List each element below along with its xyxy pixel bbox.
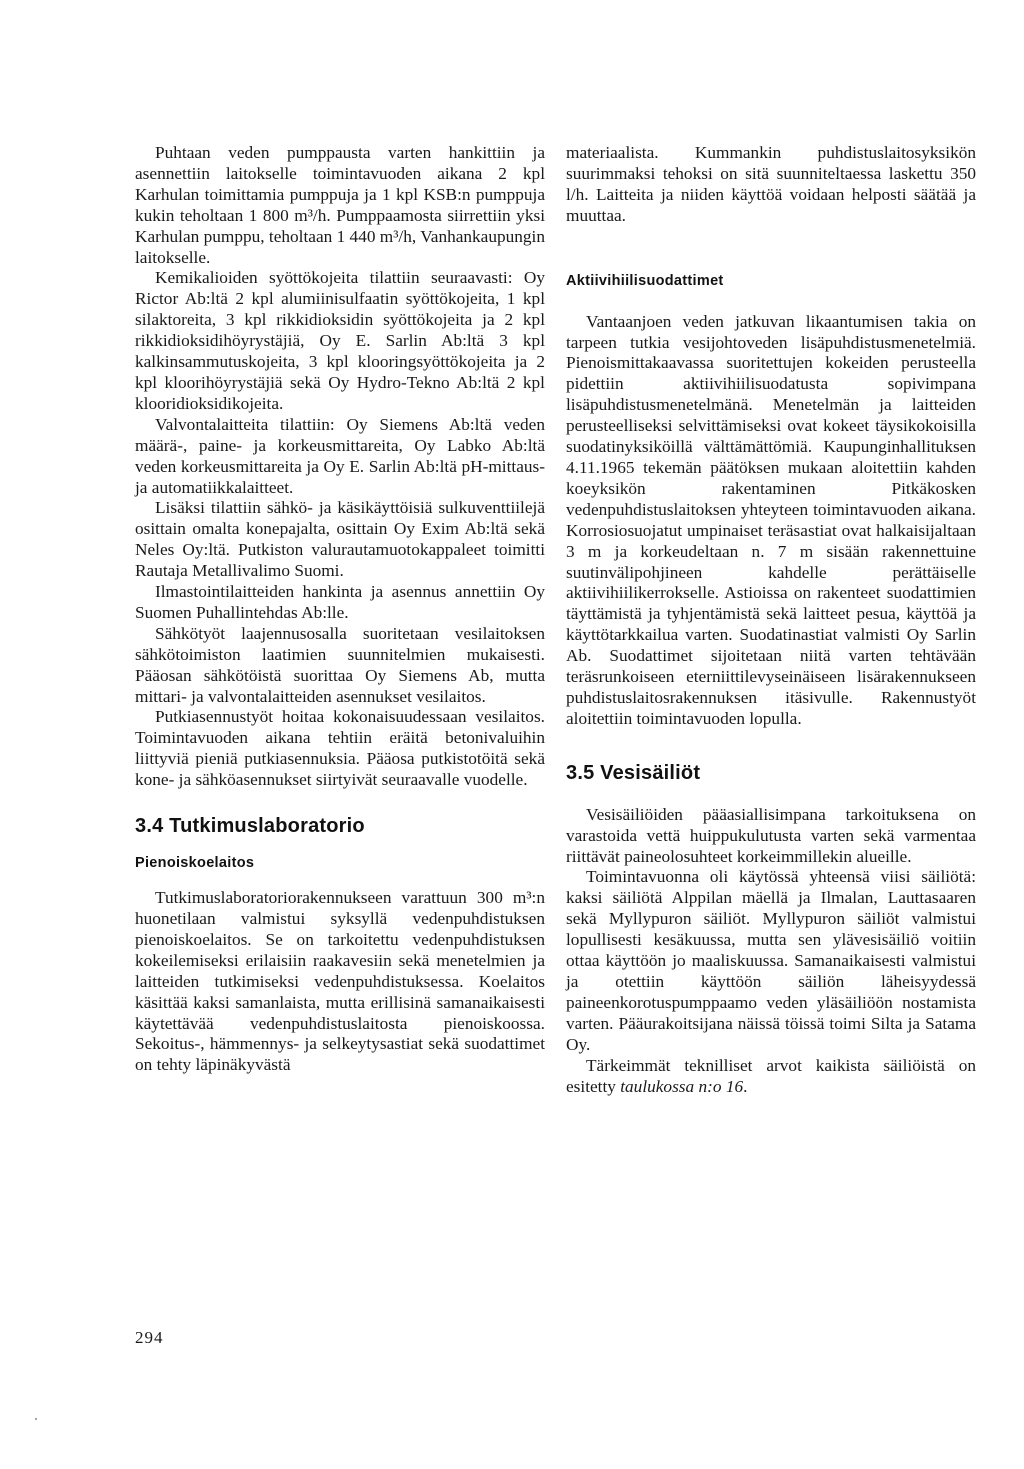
- section-heading-reservoirs: 3.5 Vesisäiliöt: [566, 761, 701, 784]
- scan-speck: [35, 1418, 37, 1420]
- technical-values-text: Tärkeimmät teknilliset arvot kaikista säiliöistä on esitetty: [566, 1055, 976, 1096]
- subheading-activated-carbon-filters: Aktiivihiilisuodattimet: [566, 272, 724, 289]
- subheading-pilot-plant: Pienoiskoelaitos: [135, 855, 255, 872]
- right-column: [566, 143, 976, 1097]
- paragraph-piping-work: Putkiasennustyöt hoitaa kokonaisuudessaan vesilaitos. Toimintavuoden aikana tehtiin eräitä betonivaluihin liittyviä pieniä putkiasennuksia. Pääosa putkistotöitä sekä kone- ja sähköasennukset siirtyivät seuraavalle vuodelle.: [135, 707, 545, 790]
- table-reference: taulukossa n:o 16: [620, 1076, 744, 1096]
- paragraph-pilot-plant: Tutkimuslaboratoriorakennukseen varattuun 300 m³:n huonetilaan valmistui syksyllä vedenpuhdistuksen pienoiskoelaitos. Se on tarkoitettu vedenpuhdistuksen kokeilemiseksi erilaisiin raakavesiin sekä menetelmien ja laitteiden tutkimiseksi vedenpuhdistuksessa. Koelaitos käsittää kaksi samanlaista, mutta erillisinä samanaikaisesti käytettävää vedenpuhdistuslaitosta pienoiskoossa. Sekoitus-, hämmennys- ja selkeytysastiat sekä suodattimet on tehty läpinäkyvästä: [135, 888, 545, 1075]
- technical-values-end: .: [743, 1076, 748, 1096]
- paragraph-control-devices: Valvontalaitteita tilattiin: Oy Siemens Ab:ltä veden määrä-, paine- ja korkeusmittareita, Oy Labko Ab:ltä veden korkeusmittareita ja Oy E. Sarlin Ab:ltä pH-mittaus- ja automatiikkalaitteet.: [135, 414, 545, 497]
- paragraph-activated-carbon: Vantaanjoen veden jatkuvan likaantumisen takia on tarpeen tutkia vesijohtoveden lisäpuhdistusmenetelmiä. Pienoismittakaavassa suoritettujen kokeiden perusteella pidettiin aktiivihiilisuodatusta sopivimpana lisäpuhdistusmenetelmänä. Menetelmän ja laitteiden perusteelliseksi selvittämiseksi ovat kokeet täysikokoisilla suodatinyksiköillä välttämättömiä. Kaupunginhallituksen 4.11.1965 tekemän päätöksen mukaan aloitettiin kahden koeyksikön rakentaminen Pitkäkosken vedenpuhdistuslaitoksen yhteyteen toimintavuoden aikana. Korrosiosuojatut umpinaiset teräsastiat ovat halkaisijaltaan 3 m ja korkeudeltaan n. 7 m sisään rakennettuine suutinvälipohjineen kahdelle perättäiselle aktiivihiilikerrokselle. Astioissa on rakenteet suodattimien täyttämistä ja tyhjentämistä sekä laitteet pesua, käyttöä ja käyttötarkkailua varten. Suodatinastiat valmisti Oy Sarlin Ab. Suodattimet sijoitetaan niitä varten tehtävään teräsrunkoiseen eterniittilevyseinäiseen lisärakennukseen puhdistuslaitosrakennuksen itäsivulle. Rakennustyöt aloitettiin toimintavuoden lopulla.: [566, 311, 976, 728]
- paragraph-electrical-work: Sähkötyöt laajennusosalla suoritetaan vesilaitoksen sähkötoimiston laatimien suunnitelmien mukaisesti. Pääosan sähkötöistä suorittaa Oy Siemens Ab, mutta mittari- ja valvontalaitteiden asennukset vesilaitos.: [135, 623, 545, 706]
- paragraph-pumps: Puhtaan veden pumppausta varten hankittiin ja asennettiin laitokselle toimintavuoden aikana 2 kpl Karhulan toimittamia pumppuja ja 1 kpl KSB:n pumppuja kukin teholtaan 1 800 m³/h. Pumppaamosta siirrettiin yksi Karhulan pumppu, teholtaan 1 440 m³/h, Vanhankaupungin laitokselle.: [135, 143, 545, 267]
- paragraph-reservoir-purpose: Vesisäiliöiden pääasiallisimpana tarkoituksena on varastoida vettä huippukulutusta varten sekä varmentaa riittävät paineolosuhteet korkeimmillekin alueille.: [566, 804, 976, 866]
- paragraph-ventilation: Ilmastointilaitteiden hankinta ja asennus annettiin Oy Suomen Puhallintehdas Ab:lle.: [135, 582, 545, 622]
- left-column: [135, 143, 545, 1076]
- paragraph-reservoirs-in-use: Toimintavuonna oli käytössä yhteensä viisi säiliötä: kaksi säiliötä Alppilan mäellä ja Ilmalan, Lauttasaaren sekä Myllypuron säiliöt. Myllypuron säiliöt valmistui lopullisesti kesäkuussa, mutta sen ylävesisäiliö voitiin ottaa käyttöön jo maaliskuussa. Samanaikaisesti valmistui ja otettiin käyttöön säiliön läheisyydessä paineenkorotuspumppaamo veden yläsäiliöön nostamista varten. Pääurakoitsijana näissä töissä toimi Silta ja Satama Oy.: [566, 867, 976, 1054]
- section-heading-laboratory: 3.4 Tutkimuslaboratorio: [135, 815, 365, 838]
- paragraph-valves: Lisäksi tilattiin sähkö- ja käsikäyttöisiä sulkuventtiilejä osittain omalta konepajalta, osittain Oy Exim Ab:ltä sekä Neles Oy:ltä. Putkiston valurautamuotokappaleet toimitti Rautaja Metallivalimo Suomi.: [135, 498, 545, 581]
- paragraph-chemical-feeders: Kemikalioiden syöttökojeita tilattiin seuraavasti: Oy Rictor Ab:ltä 2 kpl alumiinisulfaatin syöttökojeita, 1 kpl silaktoreita, 3 kpl rikkidioksidin syöttökojeita ja 2 kpl rikkidioksidihöyrystäjiä, Oy E. Sarlin Ab:ltä 3 kpl kalkinsammutuskojeita, 3 kpl klooringsyöttökojeita ja 2 kpl kloorihöyrystäjiä sekä Oy Hydro-Tekno Ab:ltä 2 kpl klooridioksidikojeita.: [135, 268, 545, 413]
- paragraph-materials: materiaalista. Kummankin puhdistuslaitosyksikön suurimmaksi tehoksi on sitä suunniteltaessa laskettu 350 l/h. Laitteita ja niiden käyttöä voidaan helposti säätää ja muuttaa.: [566, 143, 976, 225]
- paragraph-technical-values: [566, 1056, 976, 1098]
- page-number: 294: [135, 1328, 164, 1347]
